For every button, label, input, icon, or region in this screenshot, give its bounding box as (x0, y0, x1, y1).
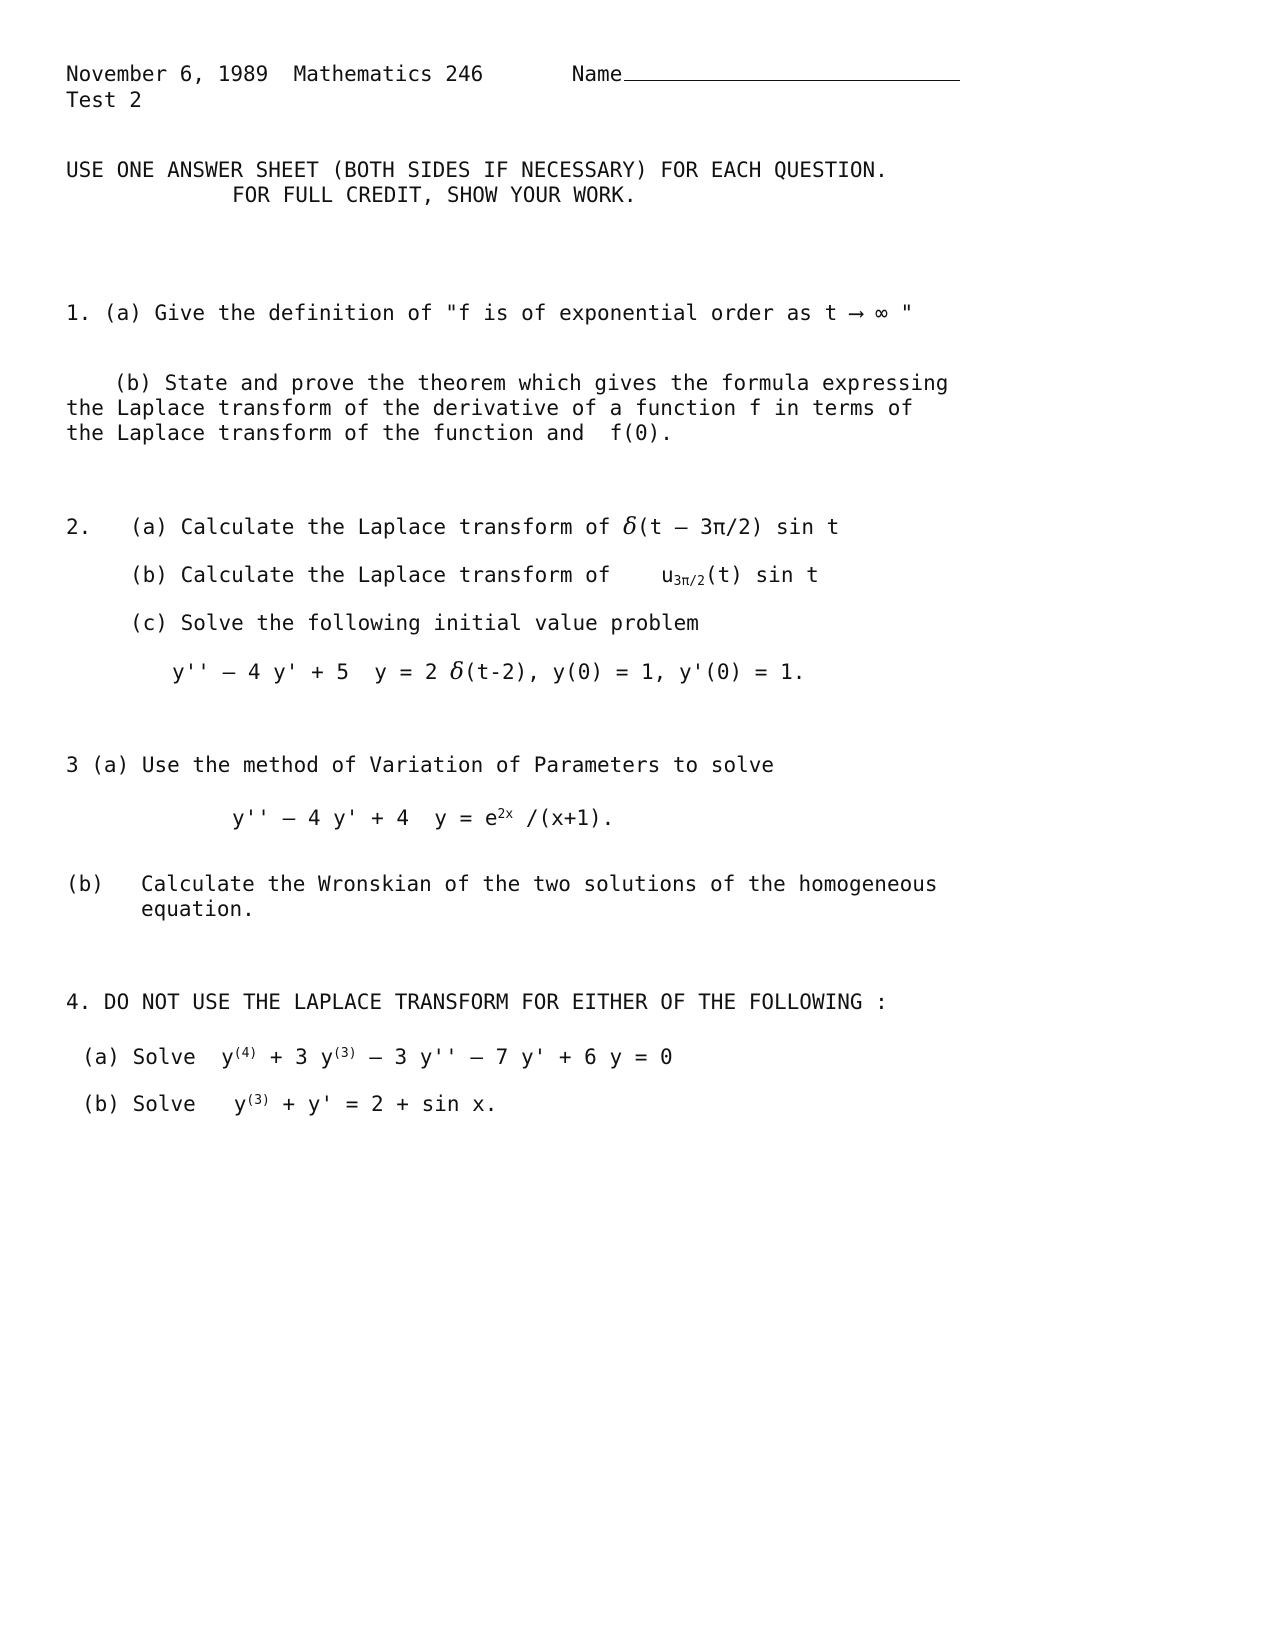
q2-equation (172, 659, 805, 685)
q1-part-b-line-1: (b) State and prove the theorem which gives the formula expressing (114, 371, 949, 395)
q2-equation-lhs: y'' – 4 y' + 5 y = 2 (172, 660, 451, 684)
exam-date: November 6, 1989 (66, 62, 269, 86)
q3-part-b-label: (b) (66, 872, 104, 896)
instructions-line-2: FOR FULL CREDIT, SHOW YOUR WORK. (232, 183, 637, 207)
q4-part-a (82, 1041, 673, 1070)
q3-equation (232, 802, 614, 831)
test-number: Test 2 (66, 88, 142, 112)
q2-part-b (130, 562, 819, 595)
q2-part-a-expression: (t – 3π/2) sin t (636, 515, 840, 539)
course-title: Mathematics 246 (293, 62, 484, 86)
q3-part-a: 3 (a) Use the method of Variation of Parameters to solve (66, 753, 775, 777)
q4-part-b-rest: + y' = 2 + sin x. (269, 1092, 498, 1116)
q1-part-b-line-3: the Laplace transform of the function and f(0). (66, 421, 673, 445)
q2-part-b-expression: (t) sin t (704, 563, 819, 587)
header-line (66, 61, 960, 87)
q4-part-b-y: y (233, 1092, 247, 1116)
q1-part-a: 1. (a) Give the definition of "f is of exponential order as t ⟶ ∞ " (66, 301, 914, 325)
q2-part-b-text: (b) Calculate the Laplace transform of u (130, 563, 674, 587)
q4-part-a-y: y (221, 1045, 234, 1069)
derivative-order: (3) (246, 1093, 270, 1108)
q4-part-a-label: (a) Solve (82, 1045, 196, 1069)
q4-part-a-term: + 3 y (257, 1045, 334, 1069)
derivative-order: (4) (233, 1046, 258, 1061)
q3-equation-rhs: /(x+1). (513, 806, 615, 830)
delta-symbol: δ (623, 514, 637, 540)
q1-part-b-line-2: the Laplace transform of the derivative of a function f in terms of (66, 396, 914, 420)
q3-equation-lhs: y'' – 4 y' + 4 y = e (232, 806, 498, 830)
q2-part-a-text: (a) Calculate the Laplace transform of (130, 515, 624, 539)
q2-part-c: (c) Solve the following initial value problem (130, 611, 699, 635)
q2-number: 2. (66, 515, 92, 539)
step-function-subscript: 3π/2 (673, 574, 705, 589)
derivative-order: (3) (333, 1046, 357, 1061)
q4-heading: 4. DO NOT USE THE LAPLACE TRANSFORM FOR EITHER OF THE FOLLOWING : (66, 990, 888, 1014)
q4-part-b-label: (b) Solve (82, 1092, 196, 1116)
q3-part-b-line-2: equation. (141, 897, 255, 921)
name-label: Name (571, 62, 623, 86)
instructions-line-1: USE ONE ANSWER SHEET (BOTH SIDES IF NECESSARY) FOR EACH QUESTION. (66, 158, 888, 182)
q2-part-a (130, 514, 839, 540)
q4-part-b (82, 1088, 497, 1117)
q2-equation-conditions: (t-2), y(0) = 1, y'(0) = 1. (464, 660, 806, 684)
name-field[interactable] (624, 62, 960, 81)
q4-part-a-rest: – 3 y'' – 7 y' + 6 y = 0 (356, 1045, 673, 1069)
q3-part-b-line-1: Calculate the Wronskian of the two solutions of the homogeneous (141, 872, 938, 896)
delta-symbol: δ (450, 659, 465, 685)
exponent: 2x (497, 807, 514, 822)
